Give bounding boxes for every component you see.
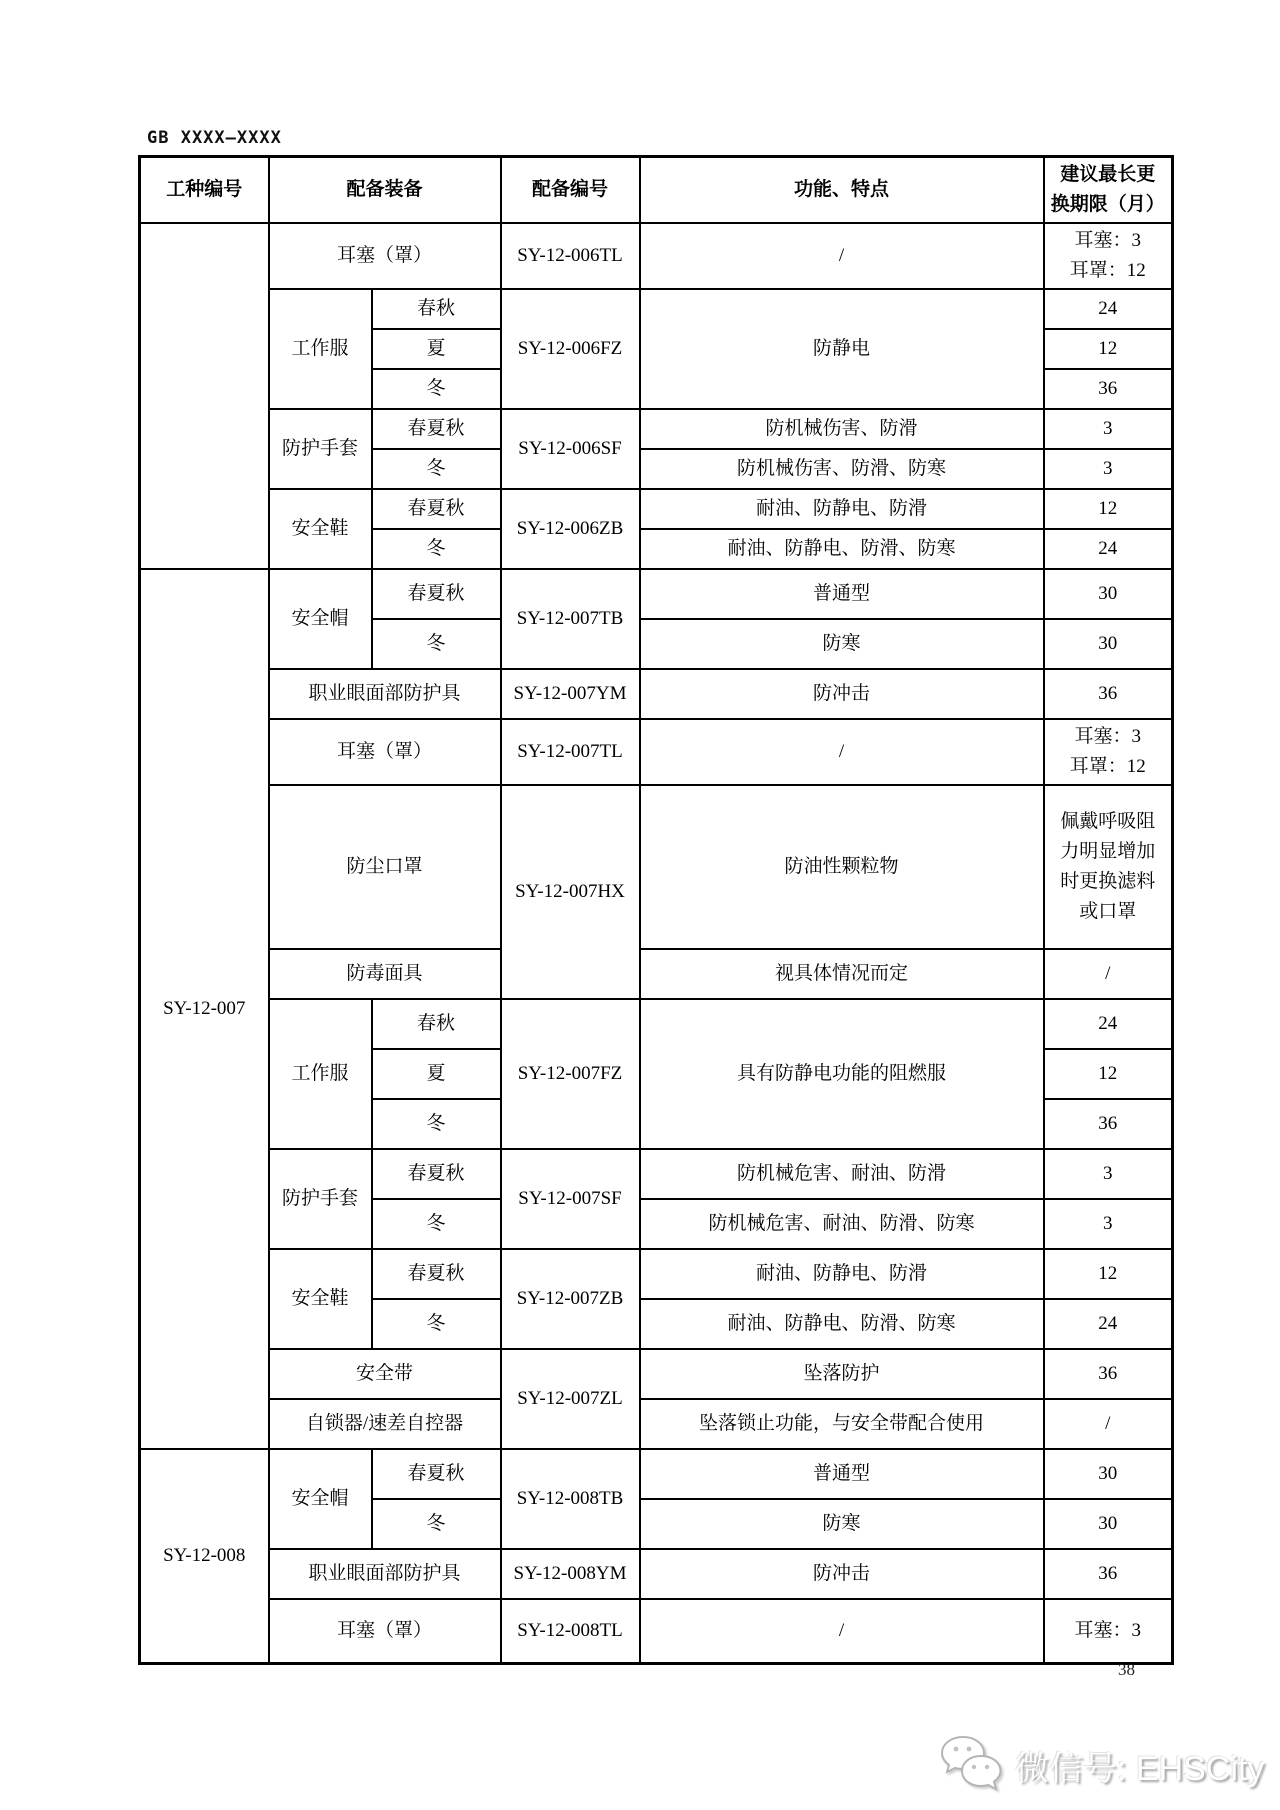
feature-cell: 耐油、防静电、防滑、防寒: [640, 1299, 1044, 1349]
equip-dustmask-007: 防尘口罩: [269, 785, 501, 949]
watermark-label: 微信号: EHSCity: [1015, 1749, 1265, 1788]
season-cell: 春夏秋: [372, 1149, 501, 1199]
period-cell: 24: [1044, 529, 1173, 569]
code-cell: SY-12-006TL: [501, 223, 640, 289]
equip-shoes-006: 安全鞋: [269, 489, 372, 569]
job-no-cell-008: SY-12-008: [140, 1449, 269, 1663]
wechat-icon: [933, 1734, 1007, 1796]
equip-gloves-006: 防护手套: [269, 409, 372, 489]
season-cell: 夏: [372, 1049, 501, 1099]
season-cell: 春夏秋: [372, 1449, 501, 1499]
table-row: [140, 569, 1173, 619]
period-cell: 30: [1044, 1499, 1173, 1549]
period-line: 耳罩：12: [1069, 756, 1146, 777]
season-cell: 冬: [372, 1199, 501, 1249]
equip-face-007: 职业眼面部防护具: [269, 669, 501, 719]
period-cell: 30: [1044, 619, 1173, 669]
feature-cell: 防冲击: [640, 1549, 1044, 1599]
table-row: [140, 1349, 1173, 1399]
equip-workwear-007: 工作服: [269, 999, 372, 1149]
period-line: 耳塞：3: [1074, 726, 1141, 747]
code-cell: SY-12-007TL: [501, 719, 640, 785]
table-row: [140, 785, 1173, 949]
equip-shoes-007: 安全鞋: [269, 1249, 372, 1349]
season-cell: 夏: [372, 329, 501, 369]
feature-cell: 防机械危害、耐油、防滑、防寒: [640, 1199, 1044, 1249]
code-cell: SY-12-008YM: [501, 1549, 640, 1599]
equip-helmet-008: 安全帽: [269, 1449, 372, 1549]
table-row: [140, 1249, 1173, 1299]
equip-gasmask-007: 防毒面具: [269, 949, 501, 999]
period-cell: 12: [1044, 329, 1173, 369]
equip-earplug-006: 耳塞（罩）: [269, 223, 501, 289]
code-cell: SY-12-008TL: [501, 1599, 640, 1663]
period-cell: 3: [1044, 1149, 1173, 1199]
period-cell: 12: [1044, 1049, 1173, 1099]
code-cell: SY-12-006ZB: [501, 489, 640, 569]
season-cell: 春夏秋: [372, 409, 501, 449]
season-cell: 冬: [372, 1099, 501, 1149]
table-header-row: [140, 157, 1173, 224]
header-period-line1: 建议最长更: [1060, 164, 1156, 185]
code-cell: SY-12-007SF: [501, 1149, 640, 1249]
feature-cell: 防机械伤害、防滑、防寒: [640, 449, 1044, 489]
table-row: [140, 489, 1173, 529]
period-cell: 36: [1044, 1099, 1173, 1149]
table-row: [140, 999, 1173, 1049]
feature-cell: 防冲击: [640, 669, 1044, 719]
period-cell: /: [1044, 949, 1173, 999]
feature-cell: 防机械伤害、防滑: [640, 409, 1044, 449]
code-cell: SY-12-007HX: [501, 785, 640, 999]
period-cell: 24: [1044, 1299, 1173, 1349]
period-cell: [1044, 719, 1173, 785]
header-equipment: 配备装备: [269, 157, 501, 224]
table-row: [140, 1399, 1173, 1449]
table-row: [140, 409, 1173, 449]
table-row: [140, 1599, 1173, 1663]
feature-cell: /: [640, 223, 1044, 289]
period-cell: 36: [1044, 1349, 1173, 1399]
equip-helmet-007: 安全帽: [269, 569, 372, 669]
header-features: 功能、特点: [640, 157, 1044, 224]
season-cell: 冬: [372, 1499, 501, 1549]
code-cell: SY-12-007ZB: [501, 1249, 640, 1349]
period-line: 耳罩：12: [1069, 260, 1146, 281]
header-job-no: 工种编号: [140, 157, 269, 224]
feature-cell: 坠落防护: [640, 1349, 1044, 1399]
period-cell: [1044, 785, 1173, 949]
code-cell: SY-12-007YM: [501, 669, 640, 719]
job-no-cell-007: SY-12-007: [140, 569, 269, 1449]
table-row: [140, 669, 1173, 719]
table-row: [140, 1549, 1173, 1599]
period-cell: 24: [1044, 289, 1173, 329]
equip-earplug-008: 耳塞（罩）: [269, 1599, 501, 1663]
feature-cell: 耐油、防静电、防滑: [640, 489, 1044, 529]
equip-selflock-007: 自锁器/速差自控器: [269, 1399, 501, 1449]
header-period: [1044, 157, 1173, 224]
period-line: 耳塞：3: [1074, 230, 1141, 251]
code-cell: SY-12-007FZ: [501, 999, 640, 1149]
season-cell: 冬: [372, 369, 501, 409]
period-line: 或口罩: [1079, 901, 1137, 922]
table-row: [140, 223, 1173, 289]
season-cell: 冬: [372, 529, 501, 569]
period-cell: 36: [1044, 1549, 1173, 1599]
table-row: [140, 949, 1173, 999]
feature-cell: 防静电: [640, 289, 1044, 409]
table-row: [140, 289, 1173, 329]
wechat-watermark: [933, 1734, 1264, 1796]
period-cell: 24: [1044, 999, 1173, 1049]
header-equip-no: 配备编号: [501, 157, 640, 224]
period-line: 时更换滤料: [1060, 871, 1156, 892]
period-line: 佩戴呼吸阻: [1060, 811, 1156, 832]
period-cell: 3: [1044, 409, 1173, 449]
page-number: 38: [1118, 1660, 1135, 1679]
period-cell: 30: [1044, 569, 1173, 619]
period-cell: 12: [1044, 489, 1173, 529]
season-cell: 春夏秋: [372, 489, 501, 529]
season-cell: 春夏秋: [372, 569, 501, 619]
period-cell: 耳塞：3: [1044, 1599, 1173, 1663]
code-cell: SY-12-007ZL: [501, 1349, 640, 1449]
code-cell: SY-12-006FZ: [501, 289, 640, 409]
season-cell: 冬: [372, 449, 501, 489]
equip-earplug-007: 耳塞（罩）: [269, 719, 501, 785]
period-line: 力明显增加: [1060, 841, 1156, 862]
feature-cell: 具有防静电功能的阻燃服: [640, 999, 1044, 1149]
period-cell: 3: [1044, 449, 1173, 489]
feature-cell: /: [640, 719, 1044, 785]
period-cell: 36: [1044, 369, 1173, 409]
season-cell: 春夏秋: [372, 1249, 501, 1299]
season-cell: 冬: [372, 1299, 501, 1349]
season-cell: 春秋: [372, 289, 501, 329]
period-cell: 12: [1044, 1249, 1173, 1299]
feature-cell: 视具体情况而定: [640, 949, 1044, 999]
feature-cell: 耐油、防静电、防滑、防寒: [640, 529, 1044, 569]
feature-cell: 耐油、防静电、防滑: [640, 1249, 1044, 1299]
period-cell: [1044, 223, 1173, 289]
period-cell: 30: [1044, 1449, 1173, 1499]
feature-cell: 防寒: [640, 1499, 1044, 1549]
feature-cell: 坠落锁止功能，与安全带配合使用: [640, 1399, 1044, 1449]
table-row: [140, 719, 1173, 785]
equip-belt-007: 安全带: [269, 1349, 501, 1399]
table-row: [140, 1449, 1173, 1499]
feature-cell: 防油性颗粒物: [640, 785, 1044, 949]
job-no-cell-006: [140, 223, 269, 569]
season-cell: 冬: [372, 619, 501, 669]
period-cell: 3: [1044, 1199, 1173, 1249]
equip-face-008: 职业眼面部防护具: [269, 1549, 501, 1599]
feature-cell: /: [640, 1599, 1044, 1663]
feature-cell: 防机械危害、耐油、防滑: [640, 1149, 1044, 1199]
feature-cell: 防寒: [640, 619, 1044, 669]
feature-cell: 普通型: [640, 1449, 1044, 1499]
period-cell: 36: [1044, 669, 1173, 719]
feature-cell: 普通型: [640, 569, 1044, 619]
table-row: [140, 1149, 1173, 1199]
code-cell: SY-12-006SF: [501, 409, 640, 489]
ppe-allocation-table: [138, 155, 1174, 1665]
standard-code-heading: GB XXXX—XXXX: [147, 128, 282, 148]
header-period-line2: 换期限（月）: [1050, 194, 1165, 215]
code-cell: SY-12-007TB: [501, 569, 640, 669]
code-cell: SY-12-008TB: [501, 1449, 640, 1549]
equip-gloves-007: 防护手套: [269, 1149, 372, 1249]
period-cell: /: [1044, 1399, 1173, 1449]
season-cell: 春秋: [372, 999, 501, 1049]
equip-workwear-006: 工作服: [269, 289, 372, 409]
